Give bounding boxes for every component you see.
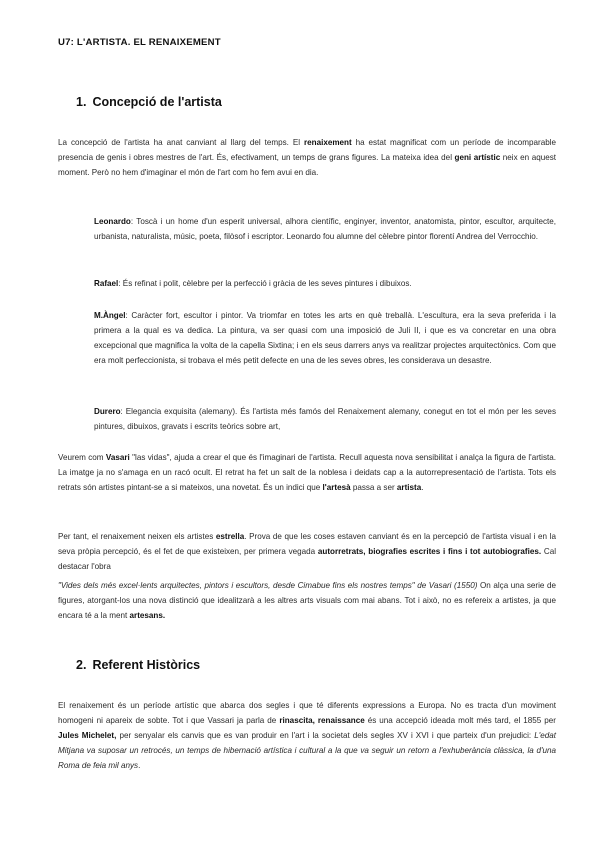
emphasis-bold: M.Àngel [94,311,126,320]
paragraph-renaixement: El renaixement és un període artístic que abarca dos segles i que té diferents expressions a Europa. No es tracta d'un moviment homogeni ni apareix de sobte. Tot i que Vassari ja parla de rinascita, renaissance és una accepció ideada molt més tard, el 1855 per Jules Michelet, per senyalar els canvis que es van produir en l'art i la societat dels segles XV i XVI i que parteix d'un prejudici: L'edat Mitjana va suposar un retrocés, un temps de hibernació artística i cultural a la que va seguir un retorn a l'exhuberància clàssica, la d'una Roma de feia mil anys. [58,701,557,770]
section-title: Referent Històrics [92,658,201,672]
artist-miquel-angel: M.Àngel: Caràcter fort, escultor i pintor. Va triomfar en totes les arts en què treballà. L'escultura, era la seva preferida i la primera a la qual es va dedica. La pintura, va ser quasi com una imposició de Juli II, i que es va concretar en una obra excepcional que magnifica la volta de la capella Sixtina; i en els seus darrers anys va realitzar projectes arquitectònics. Com que era molt perfeccionista, si trobava el més petit defecte en una de les seves obres, les considerava un desastre. [94,311,556,365]
emphasis-bold: Durero [94,407,121,416]
artist-leonardo: Leonardo: Toscà i un home d'un esperit universal, alhora científic, enginyer, inventor, anatomista, pintor, escultor, arquitecte, urbanista, naturalista, músic, poeta, filòsof i escriptor. Leonardo fou alumne del cèlebre pintor florentí Andrea del Verrocchio. [94,217,556,241]
emphasis-italic: L'edat Mitjana va suposar un retrocés, un temps de hibernació artística i cultural a la que va seguir un retorn a l'exhuberància clàssica, la d'una Roma de feia mil anys [58,731,557,770]
paragraph-intro: La concepció de l'artista ha anat canviant al llarg del temps. El renaixement ha estat magnificat com un període de incomparable presencia de genis i obres mestres de l'art. És, efectivament, un temps de grans figures. La mateixa idea del geni artístic neix en aquest moment. Però no hem d'imaginar el món de l'art com ho fem avui en dia. [58,138,556,177]
section-heading-referent [76,658,200,672]
emphasis-bold: estrella [215,532,245,541]
emphasis-bold: artesans. [129,611,166,620]
artist-durero: Durero: Elegancia exquisita (alemany). És l'artista més famós del Renaixement alemany, conegut en tot el món per les seves pintures, dibuixos, gravats i escrits teòrics sobre art, [94,407,556,431]
paragraph-estrella: Per tant, el renaixement neixen els artistes estrella. Prova de que les coses estaven canviant és en la percepció de l'artista visual i en la seva pròpia percepció, és el fet de que existeixen, per primera vegada autorretrats, biografies escrites i fins i tot autobiografies. Cal destacar l'obra [58,532,556,571]
document-title: U7: L'ARTISTA. EL RENAIXEMENT [58,37,221,48]
emphasis-bold: geni artístic [454,153,501,162]
paragraph-vides: "Vides dels més excel·lents arquitectes, pintors i escultors, desde Cimabue fins els nostres temps" de Vasari (1550) On alça una serie de figures, atorgant-los una nova distinció que idealitzarà a les altres arts visuals com mai abans. Tot i això, no es refereix a artistes, ja que encara té a la ment artesans. [58,581,556,620]
emphasis-bold: artista [396,483,422,492]
section-number: 1. [76,95,87,109]
emphasis-italic: "Vides dels més excel·lents arquitectes, pintors i escultors, desde Cimabue fins els nostres temps" de Vasari (1550) [58,581,478,590]
section-number: 2. [76,658,87,672]
emphasis-bold: Rafael [94,279,119,288]
section-title: Concepció de l'artista [92,95,222,109]
emphasis-bold: rinascita, renaissance [279,716,365,725]
emphasis-bold: renaixement [303,138,352,147]
paragraph-vasari: Veurem com Vasari "las vidas", ajuda a crear el que és l'imaginari de l'artista. Recull aquesta nova sensibilitat i analça la figura de l'artista. La imatge ja no s'amaga en un racó ocult. El retrat ha fet un salt de la noblesa i deidats cap a la autorrepresentació de l'artista. Tots els retrats són artistes pintant-se a si mateixos, una novetat. És un indici que l'artesà passa a ser artista. [58,453,556,492]
emphasis-bold: autorretrats, biografies escrites i fins i tot autobiografies. [317,547,542,556]
emphasis-bold: l'artesà [322,483,351,492]
section-heading-concepcio [76,95,222,109]
emphasis-bold: Vasari [105,453,130,462]
emphasis-bold: Leonardo [94,217,131,226]
artist-rafael: Rafael: És refinat i polit, cèlebre per la perfecció i gràcia de les seves pintures i dibuixos. [94,279,412,288]
emphasis-bold: Jules Michelet, [58,731,117,740]
